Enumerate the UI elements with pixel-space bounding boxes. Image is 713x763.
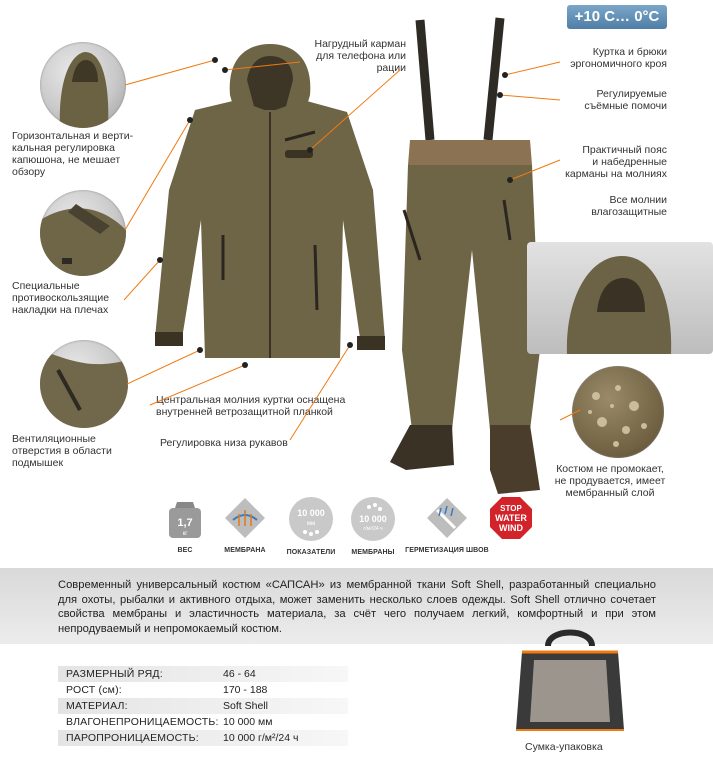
spec-key: РОСТ (см):	[66, 684, 122, 696]
suspenders-caption: Регулируемые съёмные помочи	[584, 88, 667, 112]
sealed-seams-label: ГЕРМЕТИЗАЦИЯ ШВОВ	[405, 547, 489, 554]
bag-image	[512, 622, 628, 738]
svg-text:STOP: STOP	[500, 504, 522, 513]
svg-text:WIND: WIND	[499, 523, 523, 533]
spec-value: Soft Shell	[223, 700, 268, 712]
breathability-rating-label: МЕМБРАНЫ	[351, 549, 395, 556]
hood-caption: Горизонтальная и верти- кальная регулировка капюшона, не мешает обзору	[12, 130, 134, 178]
shoulder-caption: Специальные противоскользящие накладки на плечах	[12, 280, 110, 316]
spec-key: РАЗМЕРНЫЙ РЯД:	[66, 668, 163, 680]
waterproof-rating-feature	[276, 496, 346, 556]
product-description: Современный универсальный костюм «САПСАН» из мембранной ткани Soft Shell, разработанный специально для охоты, рыбалки и активного отдыха, может заменить несколько слоев одежды. Soft Shell отлично сочетает свойства мембраны и эластичность материала, за счёт чего получаем легкий, комфортный и при этом непродуваемый и непромокаемый костюм.	[58, 579, 656, 635]
ergonomic-caption: Куртка и брюки эргономичного кроя	[570, 46, 667, 70]
membrane-feature	[210, 496, 280, 554]
spec-row	[58, 714, 348, 730]
breathability-rating-value: 10 000	[359, 514, 387, 524]
spec-value: 10 000 г/м²/24 ч	[223, 732, 299, 744]
temperature-badge: +10 С… 0°С	[567, 5, 667, 29]
membrane-icon	[223, 496, 267, 540]
stop-water-wind-feature	[476, 496, 546, 545]
sealed-seams-icon	[425, 496, 469, 540]
stop-water-wind-icon	[489, 496, 533, 540]
waterproof-rating-icon	[288, 496, 334, 542]
armpit-caption: Вентиляционные отверстия в области подмышек	[12, 433, 112, 469]
spec-key: ПАРОПРОНИЦАЕМОСТЬ:	[66, 732, 199, 744]
breathability-rating-icon	[350, 496, 396, 542]
spec-row	[58, 666, 348, 682]
zipper-caption: Центральная молния куртки оснащена внутренней ветрозащитной планкой	[156, 394, 346, 418]
spec-value: 10 000 мм	[223, 716, 273, 728]
spec-value: 170 - 188	[223, 684, 268, 696]
weight-icon	[165, 496, 205, 540]
membrane-label: МЕМБРАНА	[224, 547, 266, 554]
spec-row	[58, 698, 348, 714]
bag-caption: Сумка-упаковка	[525, 741, 603, 753]
waterproof-rating-unit: мм	[306, 521, 316, 527]
breathability-rating-unit: г/м²/24 ч	[363, 526, 383, 532]
chest-pocket-caption: Нагрудный карман для телефона или рации	[314, 38, 406, 74]
waterproof-caption: Костюм не промокает, не продувается, имеет мембранный слой	[554, 463, 666, 499]
sleeve-caption: Регулировка низа рукавов	[160, 437, 288, 449]
zips-caption: Все молнии влагозащитные	[591, 194, 667, 218]
spec-key: ВЛАГОНЕПРОНИЦАЕМОСТЬ:	[66, 716, 219, 728]
belt-caption: Практичный пояс и набедренные карманы на молниях	[565, 144, 667, 180]
weight-unit: кг	[182, 531, 188, 537]
weight-value: 1,7	[177, 517, 193, 529]
spec-row	[58, 730, 348, 746]
svg-text:WATER: WATER	[495, 513, 527, 523]
breathability-rating-feature	[338, 496, 408, 556]
weight-label: ВЕС	[177, 547, 193, 554]
spec-value: 46 - 64	[223, 668, 256, 680]
spec-key: МАТЕРИАЛ:	[66, 700, 128, 712]
waterproof-rating-label: ПОКАЗАТЕЛИ	[286, 549, 336, 556]
waterproof-rating-value: 10 000	[297, 508, 325, 518]
spec-table	[58, 666, 348, 746]
spec-row	[58, 682, 348, 698]
